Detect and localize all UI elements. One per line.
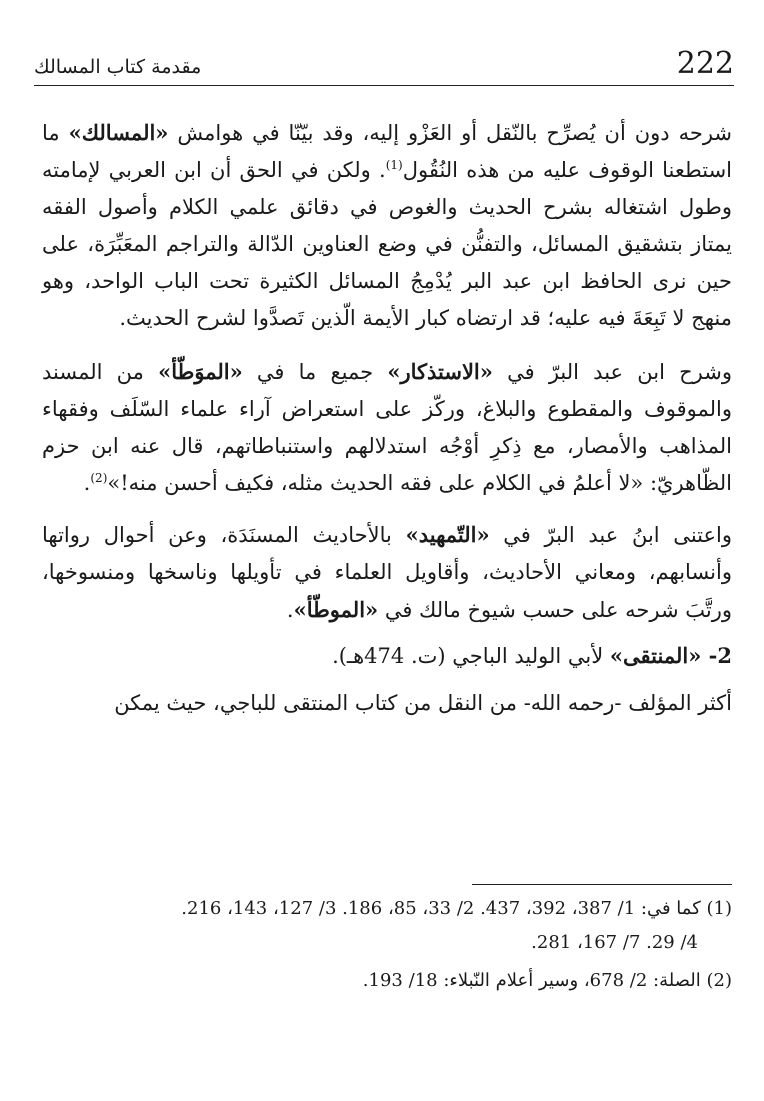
footnote-1-continued: 4/ 29. 7/ 167، 281. (531, 932, 698, 953)
book-title-muwatta-2: «الموطّأ» (293, 597, 379, 622)
paragraph-1-text-c: . ولكن في الحق أن ابن العربي لإمامته وطول اشتغاله بشرح الحديث والغوص في دقائق علمي الكلام وأصول الفقه يمتاز بتشقيق المسائل، والتفنُّن في وضع العناوين الدّالة والتراجم المعَبِّرَة، على حين نرى الحافظ ابن عبد البر يُدْمِجُ المسائل الكثيرة تحت الباب الواحد، وهو منهج لا تَبِعَةَ فيه عليه؛ قد ارتضاه كبار الأيمة الّذين تَصدَّوا لشرح الحديث. (42, 158, 732, 330)
section-heading-rest: لأبي الوليد الباجي (ت. 474هـ). (332, 644, 610, 668)
book-title-tamhid: «التّمهيد» (405, 522, 490, 547)
paragraph-3-text-b: بالأحاديث المسنَدَة، وعن أحوال رواتها وأنسابهم، ومعاني الأحاديث، وأقاويل العلماء في تأويلها وناسخها ومنسوخها، ورتَّبَ شرحه على حسب شيوخ مالك في (42, 523, 732, 622)
paragraph-1-text-a: شرحه دون أن يُصرِّح بالنّقل أو العَزْو إليه، وقد بيّنّا في هوامش (168, 121, 732, 145)
footnote-rule (472, 884, 732, 885)
paragraph-2-text-d: . (83, 471, 91, 495)
footnote-2: (2) الصلة: 2/ 678، وسير أعلام النّبلاء: 18/ 193. (362, 970, 732, 991)
body-text (42, 114, 732, 722)
book-title-istidhkar: «الاستذكار» (387, 359, 493, 384)
paragraph-2-text-c: من المسند والموقوف والمقطوع والبلاغ، وركّز على استعراض آراء علماء السّلَف وفقهاء المذاهب والأمصار، مع ذِكرِ أوْجُه استدلالهم واستنباطاتهم، قال عنه ابن حزم الظّاهريّ: «لا أعلمُ في الكلام على فقه الحديث مثله، فكيف أحسن منه!» (42, 360, 732, 495)
header-rule (34, 85, 734, 86)
footnote-ref-2: (2) (90, 471, 108, 485)
paragraph-2-text-a: وشرح ابن عبد البرّ في (492, 360, 733, 384)
paragraph-3-text-a: واعتنى ابنُ عبد البرّ في (489, 523, 732, 547)
paragraph-1 (42, 114, 732, 337)
paragraph-1-text-b: ما استطعنا الوقوف عليه من هذه النُقُول (42, 121, 733, 182)
page-number: 222 (676, 46, 734, 81)
running-title: مقدمة كتاب المسالك (34, 56, 202, 78)
section-title-muntaqa: «المنتقى» (609, 643, 702, 668)
book-title-muwatta: «الموَطّأ» (158, 359, 243, 384)
section-number: 2- (701, 643, 732, 668)
paragraph-3-text-c: . (286, 598, 294, 622)
page-header (34, 46, 734, 86)
section-heading (42, 637, 732, 675)
footnote-ref-1: (1) (385, 158, 403, 172)
footnote-1: (1) كما في: 1/ 387، 392، 437. 2/ 33، 85، 186. 3/ 127، 143، 216. (181, 898, 732, 919)
footnotes (42, 892, 732, 998)
book-title-masalik: «المسالك» (68, 120, 169, 145)
paragraph-2-text-b: جميع ما في (242, 360, 388, 384)
paragraph-2 (42, 353, 732, 502)
paragraph-4: أكثر المؤلف -رحمه الله- من النقل من كتاب المنتقى للباجي، حيث يمكن (114, 691, 732, 715)
paragraph-3 (42, 516, 732, 629)
